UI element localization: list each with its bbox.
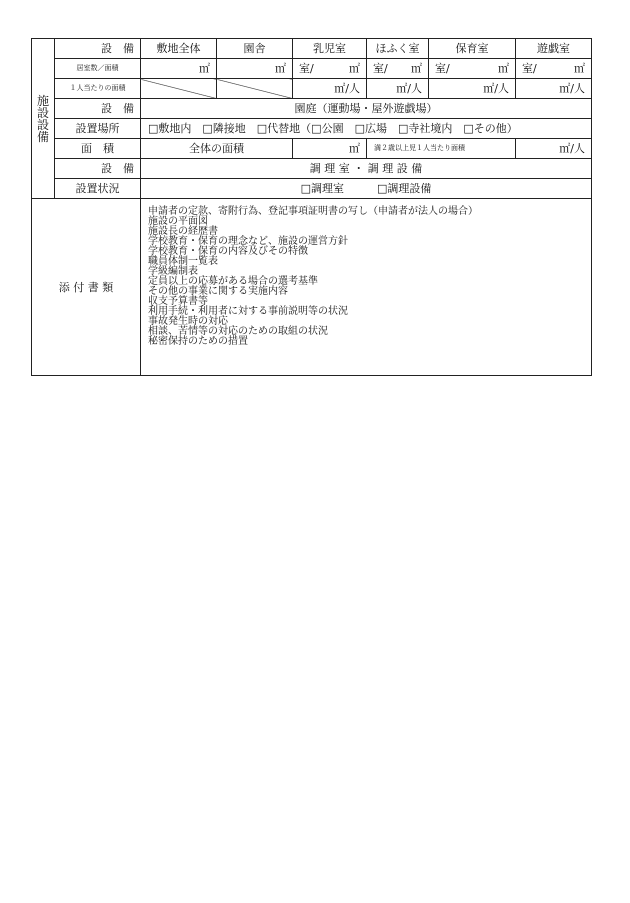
kitchen-status-label: 設置状況 [55,179,141,199]
kitchen-title: 調 理 室 ・ 調 理 設 備 [141,159,592,179]
nursery-per-person-field[interactable]: ㎡/人 [429,79,516,99]
document-item: 職員体制一覧表 [148,256,218,267]
per-child-area-field[interactable]: ㎡/人 [516,139,592,159]
document-item: 収支予算書等 [148,296,208,307]
garden-row [32,99,592,119]
kitchen-facility-label: 設 備 [55,159,141,179]
per-person-row [32,79,592,99]
crawling-per-person-field[interactable]: ㎡/人 [367,79,429,99]
garden-location-row [32,119,592,139]
header-label: 設 備 [55,39,141,59]
building-area-field[interactable]: ㎡ [217,59,293,79]
kitchen-status-row [32,179,592,199]
document-item: 定員以上の応募がある場合の選考基準 [148,276,318,287]
playroom-per-person-field[interactable]: ㎡/人 [516,79,592,99]
infant-per-person-field[interactable]: ㎡/人 [293,79,367,99]
documents-row [32,199,592,376]
col-header-infant-room: 乳児室 [293,39,367,59]
garden-title: 園庭（運動場・屋外遊戯場） [141,99,592,119]
document-item: 秘密保持のための措置 [148,336,248,347]
playroom-field[interactable]: 室/ ㎡ [516,59,592,79]
document-item: 施設の平面図 [148,216,208,227]
document-item: その他の事業に関する実施内容 [148,286,288,297]
col-header-nursery-room: 保育室 [429,39,516,59]
crawling-room-field[interactable]: 室/ ㎡ [367,59,429,79]
nursery-room-field[interactable]: 室/ ㎡ [429,59,516,79]
documents-label: 添 付 書 類 [32,199,141,376]
total-area-field[interactable]: ㎡ [293,139,367,159]
diagonal-cell-site [141,79,217,99]
col-header-crawling-room: ほふく室 [367,39,429,59]
header-row [32,39,592,59]
kitchen-row [32,159,592,179]
col-header-site: 敷地全体 [141,39,217,59]
facility-form-table [31,38,592,376]
total-area-label: 全体の面積 [141,139,293,159]
garden-area-row [32,139,592,159]
col-header-building: 園舎 [217,39,293,59]
rooms-area-label: 居室数／面積 [55,59,141,79]
garden-area-label: 面 積 [55,139,141,159]
document-item: 学級編制表 [148,266,198,277]
document-item: 相談、苦情等の対応のための取組の状況 [148,326,328,337]
document-item: 施設長の経歴書 [148,226,218,237]
per-child-area-label: 満２歳以上児１人当たり面積 [367,139,516,159]
document-item: 学校教育・保育の内容及びその特徴 [148,246,308,257]
document-item: 申請者の定款、寄附行為、登記事項証明書の写し（申請者が法人の場合） [148,206,478,217]
diagonal-cell-building [217,79,293,99]
document-item: 事故発生時の対応 [148,316,228,327]
garden-location-options[interactable]: □敷地内 □隣接地 □代替地（□公園 □広場 □寺社境内 □その他） [141,119,592,139]
document-item: 利用手続・利用者に対する事前説明等の状況 [148,306,348,317]
site-area-field[interactable]: ㎡ [141,59,217,79]
col-header-playroom: 遊戯室 [516,39,592,59]
kitchen-status-options[interactable]: □調理室 □調理設備 [141,179,592,199]
document-item: 学校教育・保育の理念など、施設の運営方針 [148,236,348,247]
per-person-label: １人当たりの面積 [55,79,141,99]
garden-location-label: 設置場所 [55,119,141,139]
infant-room-field[interactable]: 室/ ㎡ [293,59,367,79]
rooms-area-row [32,59,592,79]
section-label-facility: 施 設 設 備 [32,39,55,199]
garden-facility-label: 設 備 [55,99,141,119]
documents-list [141,199,592,376]
